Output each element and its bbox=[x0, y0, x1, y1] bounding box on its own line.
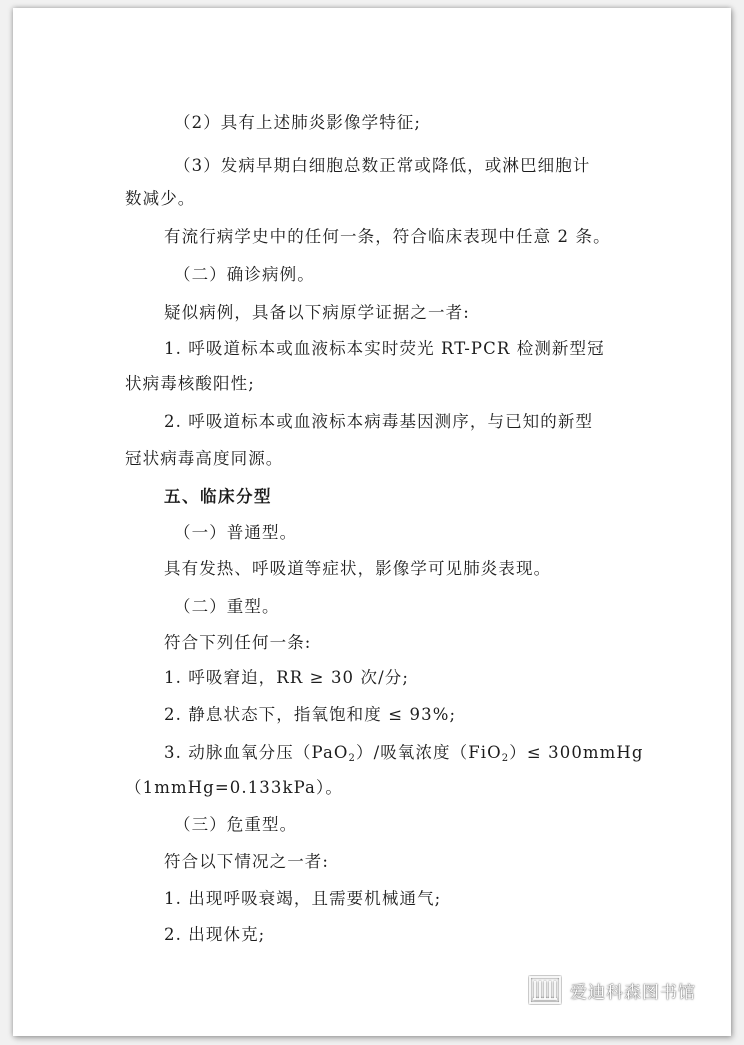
paragraph-severe-criteria: 符合下列任何一条: bbox=[164, 633, 312, 652]
list-item-3-cont: 数减少。 bbox=[125, 189, 196, 208]
list-item-pcr: 1. 呼吸道标本或血液标本实时荧光 RT-PCR 检测新型冠 bbox=[164, 339, 605, 358]
watermark-text: 爱迪科森图书馆 bbox=[570, 982, 696, 1003]
list-item-pao2-fio2: 3. 动脉血氧分压（PaO$_2$）/吸氧浓度（FiO$_2$）≤ 300mmHg bbox=[164, 743, 644, 764]
section-confirmed-cases: （二）确诊病例。 bbox=[174, 265, 315, 284]
list-item-sequencing: 2. 呼吸道标本或血液标本病毒基因测序，与已知的新型 bbox=[164, 412, 594, 431]
list-item-oxygen-saturation: 2. 静息状态下，指氧饱和度 ≤ 93%; bbox=[164, 705, 457, 724]
list-item-respiratory-distress: 1. 呼吸窘迫，RR ≥ 30 次/分; bbox=[164, 668, 410, 687]
list-item-pcr-cont: 状病毒核酸阳性; bbox=[125, 374, 255, 393]
list-item-respiratory-failure: 1. 出现呼吸衰竭，且需要机械通气; bbox=[164, 889, 442, 908]
subsection-common-type: （一）普通型。 bbox=[174, 523, 298, 542]
subsection-critical-type: （三）危重型。 bbox=[174, 815, 298, 834]
subsection-severe-type: （二）重型。 bbox=[174, 597, 280, 616]
section-heading-clinical-types: 五、临床分型 bbox=[164, 487, 272, 506]
paragraph-criteria: 有流行病学史中的任何一条，符合临床表现中任意 2 条。 bbox=[164, 227, 611, 246]
paragraph-suspected: 疑似病例，具备以下病原学证据之一者: bbox=[164, 303, 470, 322]
list-item-2: （2）具有上述肺炎影像学特征; bbox=[174, 113, 422, 132]
list-item-sequencing-cont: 冠状病毒高度同源。 bbox=[125, 449, 284, 468]
paragraph-common-type: 具有发热、呼吸道等症状，影像学可见肺炎表现。 bbox=[164, 559, 552, 578]
library-logo-icon bbox=[528, 975, 562, 1005]
list-item-pao2-fio2-cont: （1mmHg=0.133kPa）。 bbox=[125, 778, 343, 797]
list-item-3: （3）发病早期白细胞总数正常或降低，或淋巴细胞计 bbox=[174, 156, 591, 175]
watermark bbox=[528, 975, 696, 1005]
paragraph-critical-criteria: 符合以下情况之一者: bbox=[164, 852, 330, 871]
document-page bbox=[13, 8, 731, 1036]
list-item-shock: 2. 出现休克; bbox=[164, 925, 266, 944]
